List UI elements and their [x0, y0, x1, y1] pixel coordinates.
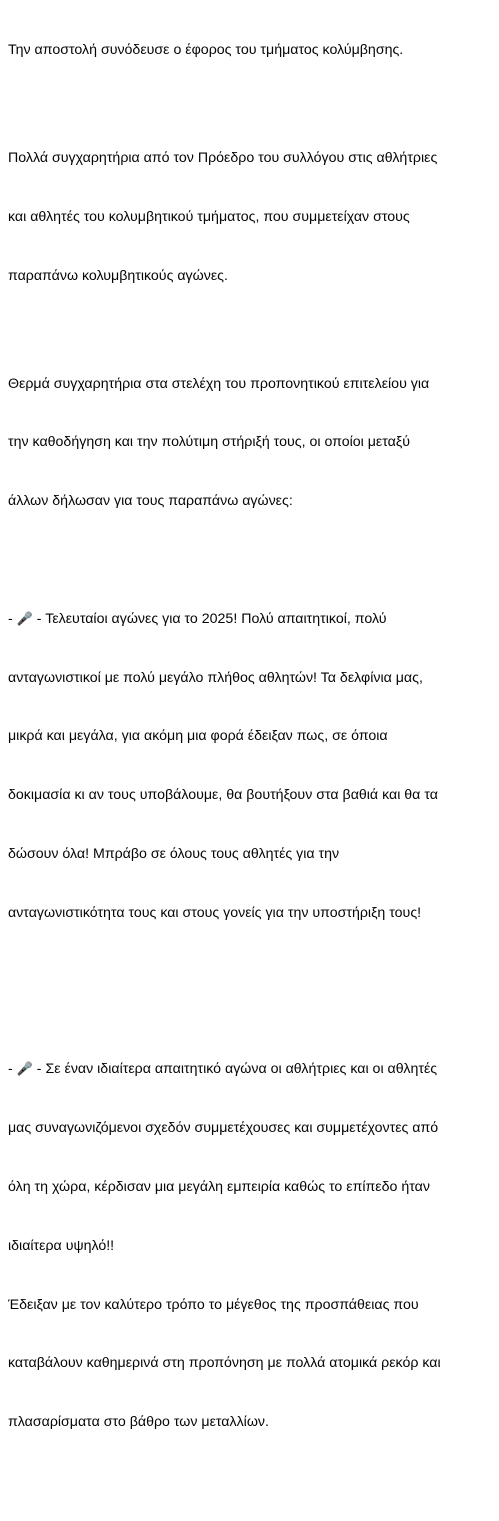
quote-bullet — [8, 1021, 495, 1472]
paragraph-congratulations — [8, 110, 495, 326]
text-line: την καθοδήγηση και την πολύτιμη στήριξή τους, οι οποίοι μεταξύ — [8, 434, 410, 451]
microphone-icon: 🎤 — [16, 610, 33, 626]
text-line: όλη τη χώρα, κέρδισαν μια μεγάλη εμπειρία καθώς το επίπεδο ήταν — [8, 1179, 430, 1196]
text-line: μικρά και μεγάλα, για ακόμη μια φορά έδειξαν πως, σε όποια — [8, 728, 388, 745]
paragraph-escort — [8, 2, 495, 100]
microphone-icon: 🎤 — [16, 1061, 33, 1077]
text-line: δώσουν όλα! Μπράβο σε όλους τους αθλητές για την — [8, 845, 340, 862]
bullet-first-line — [8, 610, 495, 630]
text-line: δοκιμασία κι αν τους υποβάλουμε, θα βουτήξουν στα βαθιά και θα τα — [8, 787, 438, 804]
text-line: Έδειξαν με τον καλύτερο τρόπο το μέγεθος της προσπάθειας που — [8, 1296, 419, 1313]
bullet-first-line — [8, 1060, 495, 1080]
text-line: καταβάλουν καθημερινά στη προπόνηση με πολλά ατομικά ρεκόρ και — [8, 1355, 441, 1372]
bullet-text: - Σε έναν ιδιαίτερα απαιτητικό αγώνα οι αθλήτριες και οι αθλητές — [32, 1061, 438, 1078]
bullet-dash: - — [8, 610, 17, 627]
text-line: και αθλητές του κολυμβητικού τμήματος, που συμμετείχαν στους — [8, 208, 410, 225]
text-line: ανταγωνιστικότητα τους και στους γονείς για την υποστήριξη τους! — [8, 904, 422, 921]
text-line: πλασαρίσματα στο βάθρο των μεταλλίων. — [8, 1414, 269, 1431]
bullet-dash: - — [8, 1061, 17, 1078]
quote-bullet — [8, 571, 495, 963]
text-line: Πολλά συγχαρητήρια από τον Πρόεδρο του συλλόγου στις αθλήτριες — [8, 150, 438, 167]
bullet-text: - Τελευταίοι αγώνες για το 2025! Πολύ απαιτητικοί, πολύ — [32, 610, 387, 627]
text-line: Την αποστολή συνόδευσε ο έφορος του τμήματος κολύμβησης. — [8, 42, 404, 59]
text-line: ιδιαίτερα υψηλό!! — [8, 1237, 115, 1254]
post-body — [8, 2, 495, 1521]
text-line: άλλων δήλωσαν για τους παραπάνω αγώνες: — [8, 493, 293, 510]
paragraph-coaches — [8, 336, 495, 1512]
text-line: μας συναγωνιζόμενοι σχεδόν συμμετέχουσες και συμμετέχοντες από — [8, 1120, 439, 1137]
text-line: Θερμά συγχαρητήρια στα στελέχη του προπονητικού επιτελείου για — [8, 375, 430, 392]
text-line: ανταγωνιστικοί με πολύ μεγάλο πλήθος αθλητών! Τα δελφίνια μας, — [8, 669, 423, 686]
text-line: παραπάνω κολυμβητικούς αγώνες. — [8, 267, 228, 284]
